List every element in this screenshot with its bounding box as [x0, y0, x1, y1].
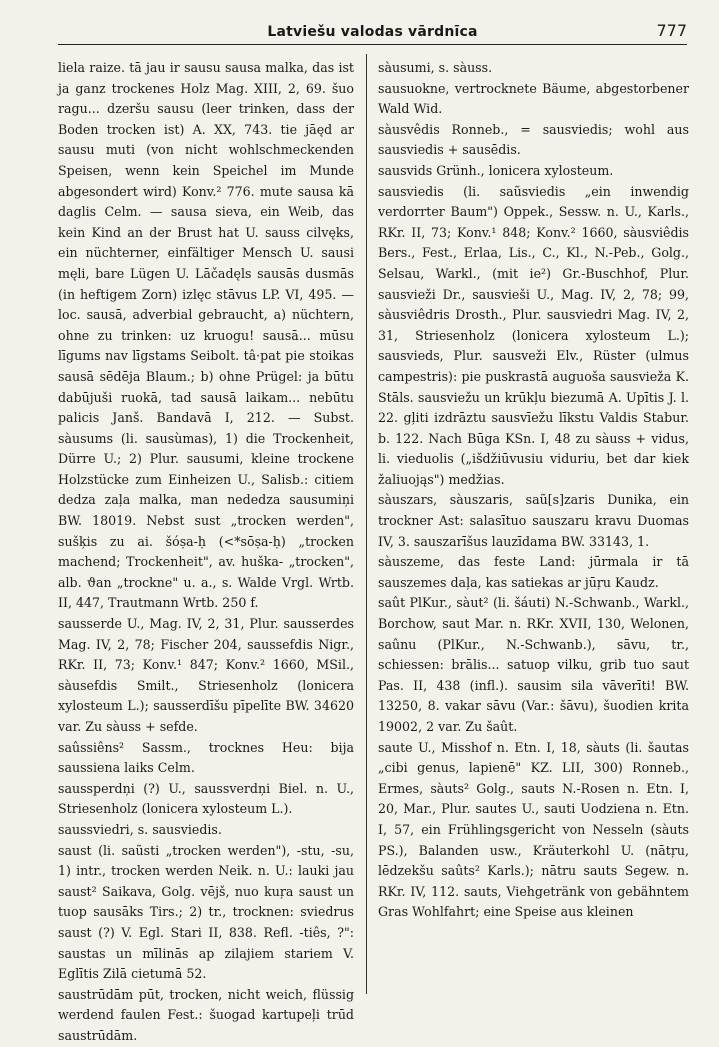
dictionary-entry: sausuokne, vertrocknete Bäume, abgestorbener Wald Wid. [378, 80, 689, 117]
dictionary-entry: liela raize. tā jau ir sausu sausa malka, das ist ja ganz trockenes Holz Mag. XIII, 2, 69. šuo ragu... dzeršu sausu (leer trinken, dass der Boden trocken ist) A. XX, 743. tie jāęd ar sausu muti (von nicht wohlschmeckenden Speisen, wenn kein Speichel im Munde abgesondert wird) Konv.² 776. mute sausa kā daglis Celm. — sausa sieva, ein Weib, das kein Kind an der Brust hat U. sauss cilvęks, ein nüchterner, einfältiger Mensch U. sausi męli, bare Lügen U. Lāčadęls sausās dusmās (in heftigem Zorn) izlęc stāvus LP. VI, 495. — loc. sausā, adverbial gebraucht, a) nüchtern, ohne zu trinken: uz kruogu! sausā... mūsu līgums nav līgstams Seibolt. tâ·pat pie stoikas sausā sēdēja Blaum.; b) ohne Prügel: ja būtu dabūjuši ruokā, tad sausā laikam... nebūtu palicis Janš. Bandavā I, 212. — Subst. sàusums (li. sausùmas), 1) die Trockenheit, Dürre U.; 2) Plur. sausumi, kleine trockene Holzstücke zum Einheizen U., Salisb.: citiem dedza zaļa malka, man nededza sausumiņi BW. 18019. Nebst sust „trocken werden", sušķis zu ai. šóṣa-ḥ (<*sōṣa-ḥ) „trocken machend; Trockenheit", av. huška- „trocken", alb. ϑan „trockne" u. a., s. Walde Vrgl. Wrtb. II, 447, Trautmann Wrtb. 250 f. [58, 60, 354, 611]
left-column [58, 58, 354, 1043]
dictionary-entry: saute U., Misshof n. Etn. I, 18, sàuts (li. šautas „cibi genus, lapienē" KZ. LII, 300) Ronneb., Ermes, sàuts² Golg., sauts N.-Rosen n. Etn. I, 20, Mar., Plur. sautes U., sauti Uodziena n. Etn. I, 57, ein Frühlingsgericht von Nesseln (sàuts PS.), Balanden usw., Kräuterkohl U. (nātŗu, lēdzekšu saûts² Karls.); nātru sauts Segew. n. RKr. IV, 112. sauts, Viehgetränk von gebähntem Gras Wohlfahrt; eine Speise aus kleinen [378, 739, 689, 920]
dictionary-entry: saûssiêns² Sassm., trocknes Heu: bija saussiena laiks Celm. [58, 739, 354, 776]
right-column [378, 58, 689, 998]
dictionary-entry: sausviedis (li. saũsviedis „ein inwendig verdorrter Baum") Oppek., Sessw. n. U., Karls., RKr. II, 73; Konv.¹ 848; Konv.² 1660, sàusviêdis Bers., Fest., Erlaa, Lis., C., Kl., N.-Peb., Golg., Selsau, Warkl., (mit ie²) Gr.-Buschhof, Plur. sausvieži Dr., sausvieši U., Mag. IV, 2, 78; 99, sàusviêdris Drosth., Plur. sausviedri Mag. IV, 2, 31, Striesenholz (lonicera xylosteum L.); sausvieds, Plur. sausveži Elv., Rüster (ulmus campestris): pie puskrastā auguoša sausvieža K. Stāls. sausviežu un krūkļu biezumā A. Upītis J. l. 22. gļiti izdrāztu sausvīežu līkstu Valdis Stabur. b. 122. Nach Būga KSn. I, 48 zu sàuss + vidus, li. vieduolis („išdžiūvusiu viduriu, bet dar kiek žaliuojąs") medžias. [378, 183, 689, 487]
dictionary-entry: sàusvêdis Ronneb., = sausviedis; wohl aus sausviedis + sausēdis. [378, 121, 689, 158]
page-number: 777 [656, 21, 687, 40]
dictionary-entry: saustrūdām pūt, trocken, nicht weich, flüssig werdend faulen Fest.: šuogad kartupeļi trūd saustrūdām. [58, 986, 354, 1043]
dictionary-entry: saût PlKur., sàut² (li. šáuti) N.-Schwanb., Warkl., Borchow, saut Mar. n. RKr. XVII, 130, Welonen, saûnu (PlKur., N.-Schwanb.), sāvu, tr., schiessen: brālis... satuop vilku, grib tuo saut Pas. II, 438 (infl.). sausim sila vāverīti! BW. 13250, 8. vakar sāvu (Var.: šāvu), šuodien krita 19002, 2 var. Zu šaût. [378, 595, 689, 734]
dictionary-entry: sausserde U., Mag. IV, 2, 31, Plur. sausserdes Mag. IV, 2, 78; Fischer 204, saussefdis Nigr., RKr. II, 73; Konv.¹ 847; Konv.² 1660, MSil., sàusefdis Smilt., Striesenholz (lonicera xylosteum L.); sausserdīšu pīpelīte BW. 34620 var. Zu sàuss + sefde. [58, 616, 354, 734]
dictionary-entry: sàuszeme, das feste Land: jūrmala ir tā sauszemes daļa, kas satiekas ar jūŗu Kaudz. [378, 554, 689, 590]
page-header [58, 14, 687, 45]
running-head-title: Latviešu valodas vārdnīca [267, 24, 478, 40]
dictionary-entry: saust (li. saũsti „trocken werden"), -stu, -su, 1) intr., trocken werden Neik. n. U.: lauki jau saust² Saikava, Golg. vējš, nuo kuŗa saust un tuop sausāks Tirs.; 2) tr., trocknen: sviedrus saust (?) V. Egl. Stari II, 838. Refl. -tiês, ?": saustas un mīlinās ap zilajiem stariem V. Eglītis Zilā cietumā 52. [58, 842, 354, 982]
column-divider [366, 54, 367, 994]
dictionary-entry: sàusumi, s. sàuss. [378, 60, 493, 75]
dictionary-entry: sausvids Grünh., lonicera xylosteum. [378, 162, 614, 178]
dictionary-entry: saussperdņi (?) U., saussverdņi Biel. n. U., Striesenholz (lonicera xylosteum L.). [58, 780, 354, 817]
dictionary-entry: saussviedri, s. sausviedis. [58, 821, 222, 837]
dictionary-entry: sàuszars, sàuszaris, saũ[s]zaris Dunika, ein trockner Ast: salasītuo sauszaru kravu Duomas IV, 3. sauszarīšus lauzīdama BW. 33143, 1. [378, 492, 689, 549]
